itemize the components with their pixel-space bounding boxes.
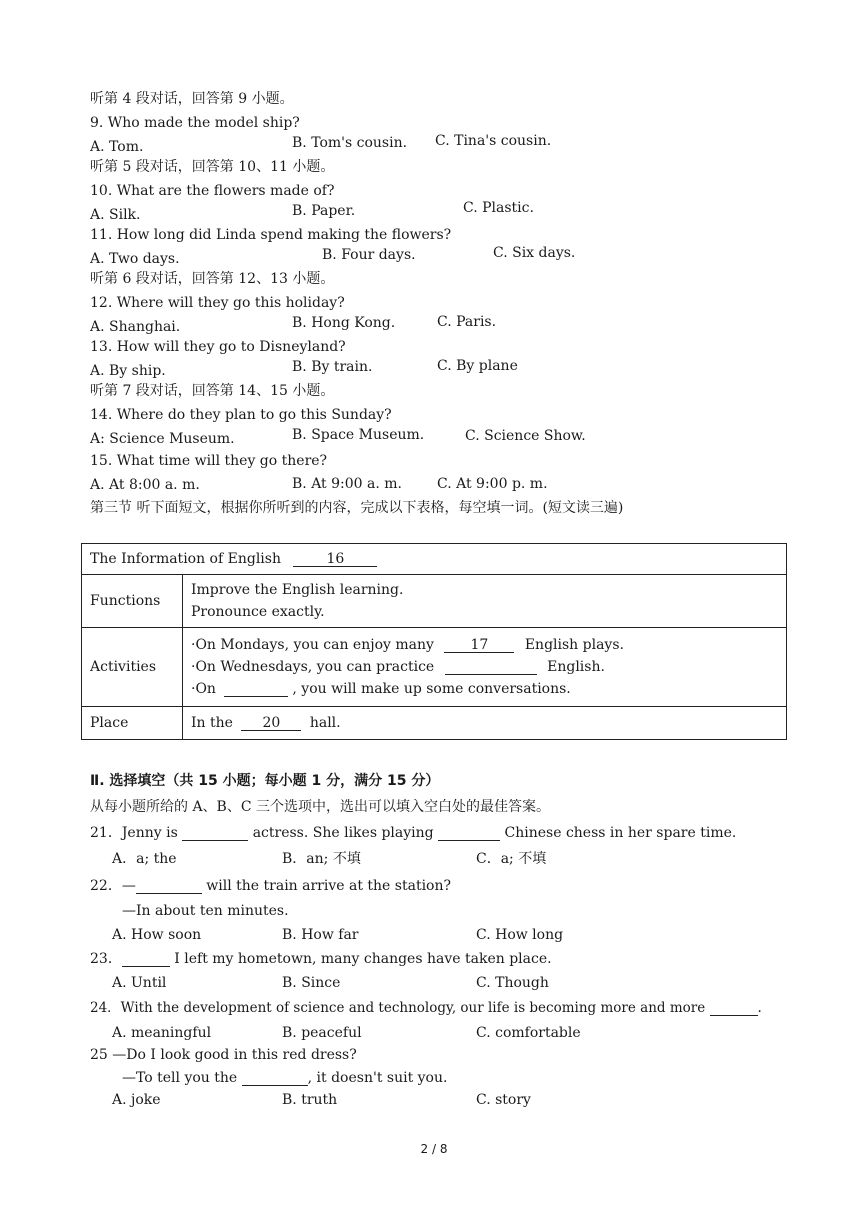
q25-blank[interactable] (242, 1071, 308, 1086)
q23-blank[interactable] (122, 952, 170, 967)
table-row (82, 707, 787, 740)
q24-option-a: A. meaningful (112, 1025, 212, 1041)
q24-text-1: 24．With the development of science and technology, our life is becoming more and more (90, 1000, 706, 1016)
q21-option-c: C．a; 不填 (476, 851, 547, 867)
q24-text-2: . (757, 1000, 762, 1016)
q9-option-a: A. Tom. (90, 139, 144, 155)
q24-option-c: C. comfortable (476, 1025, 581, 1041)
q21-option-b: B．an; 不填 (282, 851, 361, 867)
activity-monday (191, 634, 778, 656)
q21-blank-2[interactable] (438, 826, 500, 841)
activity-third-end: , you will make up some conversations. (292, 681, 571, 697)
q21-blank-1[interactable] (182, 826, 248, 841)
q15-option-a: A. At 8:00 a. m. (90, 477, 200, 493)
q25-reply (122, 1069, 447, 1087)
question-21 (90, 824, 736, 842)
question-14: 14. Where do they plan to go this Sunday? (90, 407, 392, 423)
question-9: 9. Who made the model ship? (90, 115, 300, 131)
q23-text-1: 23． (90, 951, 122, 967)
q15-option-b: B. At 9:00 a. m. (292, 476, 402, 492)
blank-19[interactable] (224, 682, 288, 697)
table-header-cell (82, 544, 787, 575)
q13-option-a: A. By ship. (90, 363, 166, 379)
blank-18[interactable] (445, 660, 537, 675)
q25-option-c: C. story (476, 1092, 531, 1108)
q25-reply-text-1: —To tell you the (122, 1070, 238, 1086)
activity-wednesday-text: ·On Wednesdays, you can practice (191, 659, 435, 675)
place-label: Place (82, 707, 183, 740)
table-row (82, 628, 787, 707)
q11-option-a: A. Two days. (90, 251, 180, 267)
place-text: In the (191, 715, 233, 731)
q22-option-b: B. How far (282, 927, 359, 943)
q22-reply: —In about ten minutes. (122, 903, 289, 919)
q12-option-a: A. Shanghai. (90, 319, 181, 335)
q14-option-b: B. Space Museum. (292, 427, 425, 443)
blank-17[interactable]: 17 (444, 638, 514, 653)
question-24 (90, 999, 762, 1017)
q25-option-a: A. joke (112, 1092, 161, 1108)
q23-option-a: A. Until (112, 975, 167, 991)
functions-label: Functions (82, 575, 183, 628)
dialogue-4-instruction: 听第 4 段对话，回答第 9 小题。 (90, 91, 294, 107)
question-23 (90, 950, 552, 968)
activity-wednesday (191, 656, 778, 678)
q22-option-c: C. How long (476, 927, 564, 943)
q13-option-c: C. By plane (437, 358, 518, 374)
functions-cell (183, 575, 787, 628)
activity-third (191, 678, 778, 700)
question-13: 13. How will they go to Disneyland? (90, 339, 346, 355)
q11-option-b: B. Four days. (322, 247, 416, 263)
table-row (82, 575, 787, 628)
q10-option-c: C. Plastic. (463, 200, 534, 216)
place-end: hall. (309, 715, 341, 731)
activities-cell (183, 628, 787, 707)
q9-option-b: B. Tom's cousin. (292, 135, 408, 151)
information-table (81, 543, 787, 740)
question-12: 12. Where will they go this holiday? (90, 295, 345, 311)
dialogue-7-instruction: 听第 7 段对话，回答第 14、15 小题。 (90, 383, 335, 399)
table-row (82, 544, 787, 575)
q25-option-b: B. truth (282, 1092, 338, 1108)
section-3-instruction: 第三节 听下面短文，根据你所听到的内容，完成以下表格，每空填一词。(短文读三遍) (90, 500, 624, 516)
q23-text-2: I left my hometown, many changes have taken place. (174, 951, 552, 967)
question-11: 11. How long did Linda spend making the flowers? (90, 227, 452, 243)
functions-line-2: Pronounce exactly. (191, 604, 325, 620)
q22-option-a: A. How soon (112, 927, 202, 943)
question-15: 15. What time will they go there? (90, 453, 328, 469)
q21-option-a: A．a; the (112, 851, 177, 867)
q14-option-c: C. Science Show. (465, 428, 586, 444)
q21-text-2: actress. She likes playing (252, 825, 434, 841)
q21-text-1: 21．Jenny is (90, 825, 178, 841)
q11-option-c: C. Six days. (493, 245, 576, 261)
q21-text-3: Chinese chess in her spare time. (504, 825, 737, 841)
q15-option-c: C. At 9:00 p. m. (437, 476, 548, 492)
table-header-text: The Information of English (90, 551, 281, 567)
activity-wednesday-end: English. (547, 659, 605, 675)
dialogue-5-instruction: 听第 5 段对话，回答第 10、11 小题。 (90, 159, 335, 175)
q14-option-a: A: Science Museum. (90, 431, 235, 447)
q22-text-2: will the train arrive at the station? (206, 878, 452, 894)
activity-third-text: ·On (191, 681, 216, 697)
activities-label: Activities (82, 628, 183, 707)
q23-option-c: C. Though (476, 975, 549, 991)
question-25: 25 —Do I look good in this red dress? (90, 1047, 357, 1063)
blank-16[interactable]: 16 (293, 552, 377, 567)
activity-monday-text: ·On Mondays, you can enjoy many (191, 637, 434, 653)
question-22 (90, 877, 451, 895)
question-10: 10. What are the flowers made of? (90, 183, 335, 199)
q12-option-c: C. Paris. (437, 314, 497, 330)
part-2-instruction: 从每小题所给的 A、B、C 三个选项中，选出可以填入空白处的最佳答案。 (90, 799, 551, 815)
q10-option-a: A. Silk. (90, 207, 141, 223)
q24-option-b: B. peaceful (282, 1025, 362, 1041)
q10-option-b: B. Paper. (292, 203, 356, 219)
q24-blank[interactable] (710, 1001, 758, 1016)
q25-reply-text-2: , it doesn't suit you. (307, 1070, 448, 1086)
place-cell (183, 707, 787, 740)
q22-text-1: 22．— (90, 878, 136, 894)
q23-option-b: B. Since (282, 975, 341, 991)
q12-option-b: B. Hong Kong. (292, 315, 396, 331)
q9-option-c: C. Tina's cousin. (435, 133, 552, 149)
page-number: 2 / 8 (420, 1142, 448, 1156)
q13-option-b: B. By train. (292, 359, 373, 375)
activity-monday-end: English plays. (524, 637, 624, 653)
functions-line-1: Improve the English learning. (191, 582, 404, 598)
blank-20[interactable]: 20 (241, 716, 301, 731)
dialogue-6-instruction: 听第 6 段对话，回答第 12、13 小题。 (90, 271, 335, 287)
part-2-title: Ⅱ. 选择填空（共 15 小题；每小题 1 分，满分 15 分） (90, 773, 440, 789)
q22-blank[interactable] (136, 879, 202, 894)
